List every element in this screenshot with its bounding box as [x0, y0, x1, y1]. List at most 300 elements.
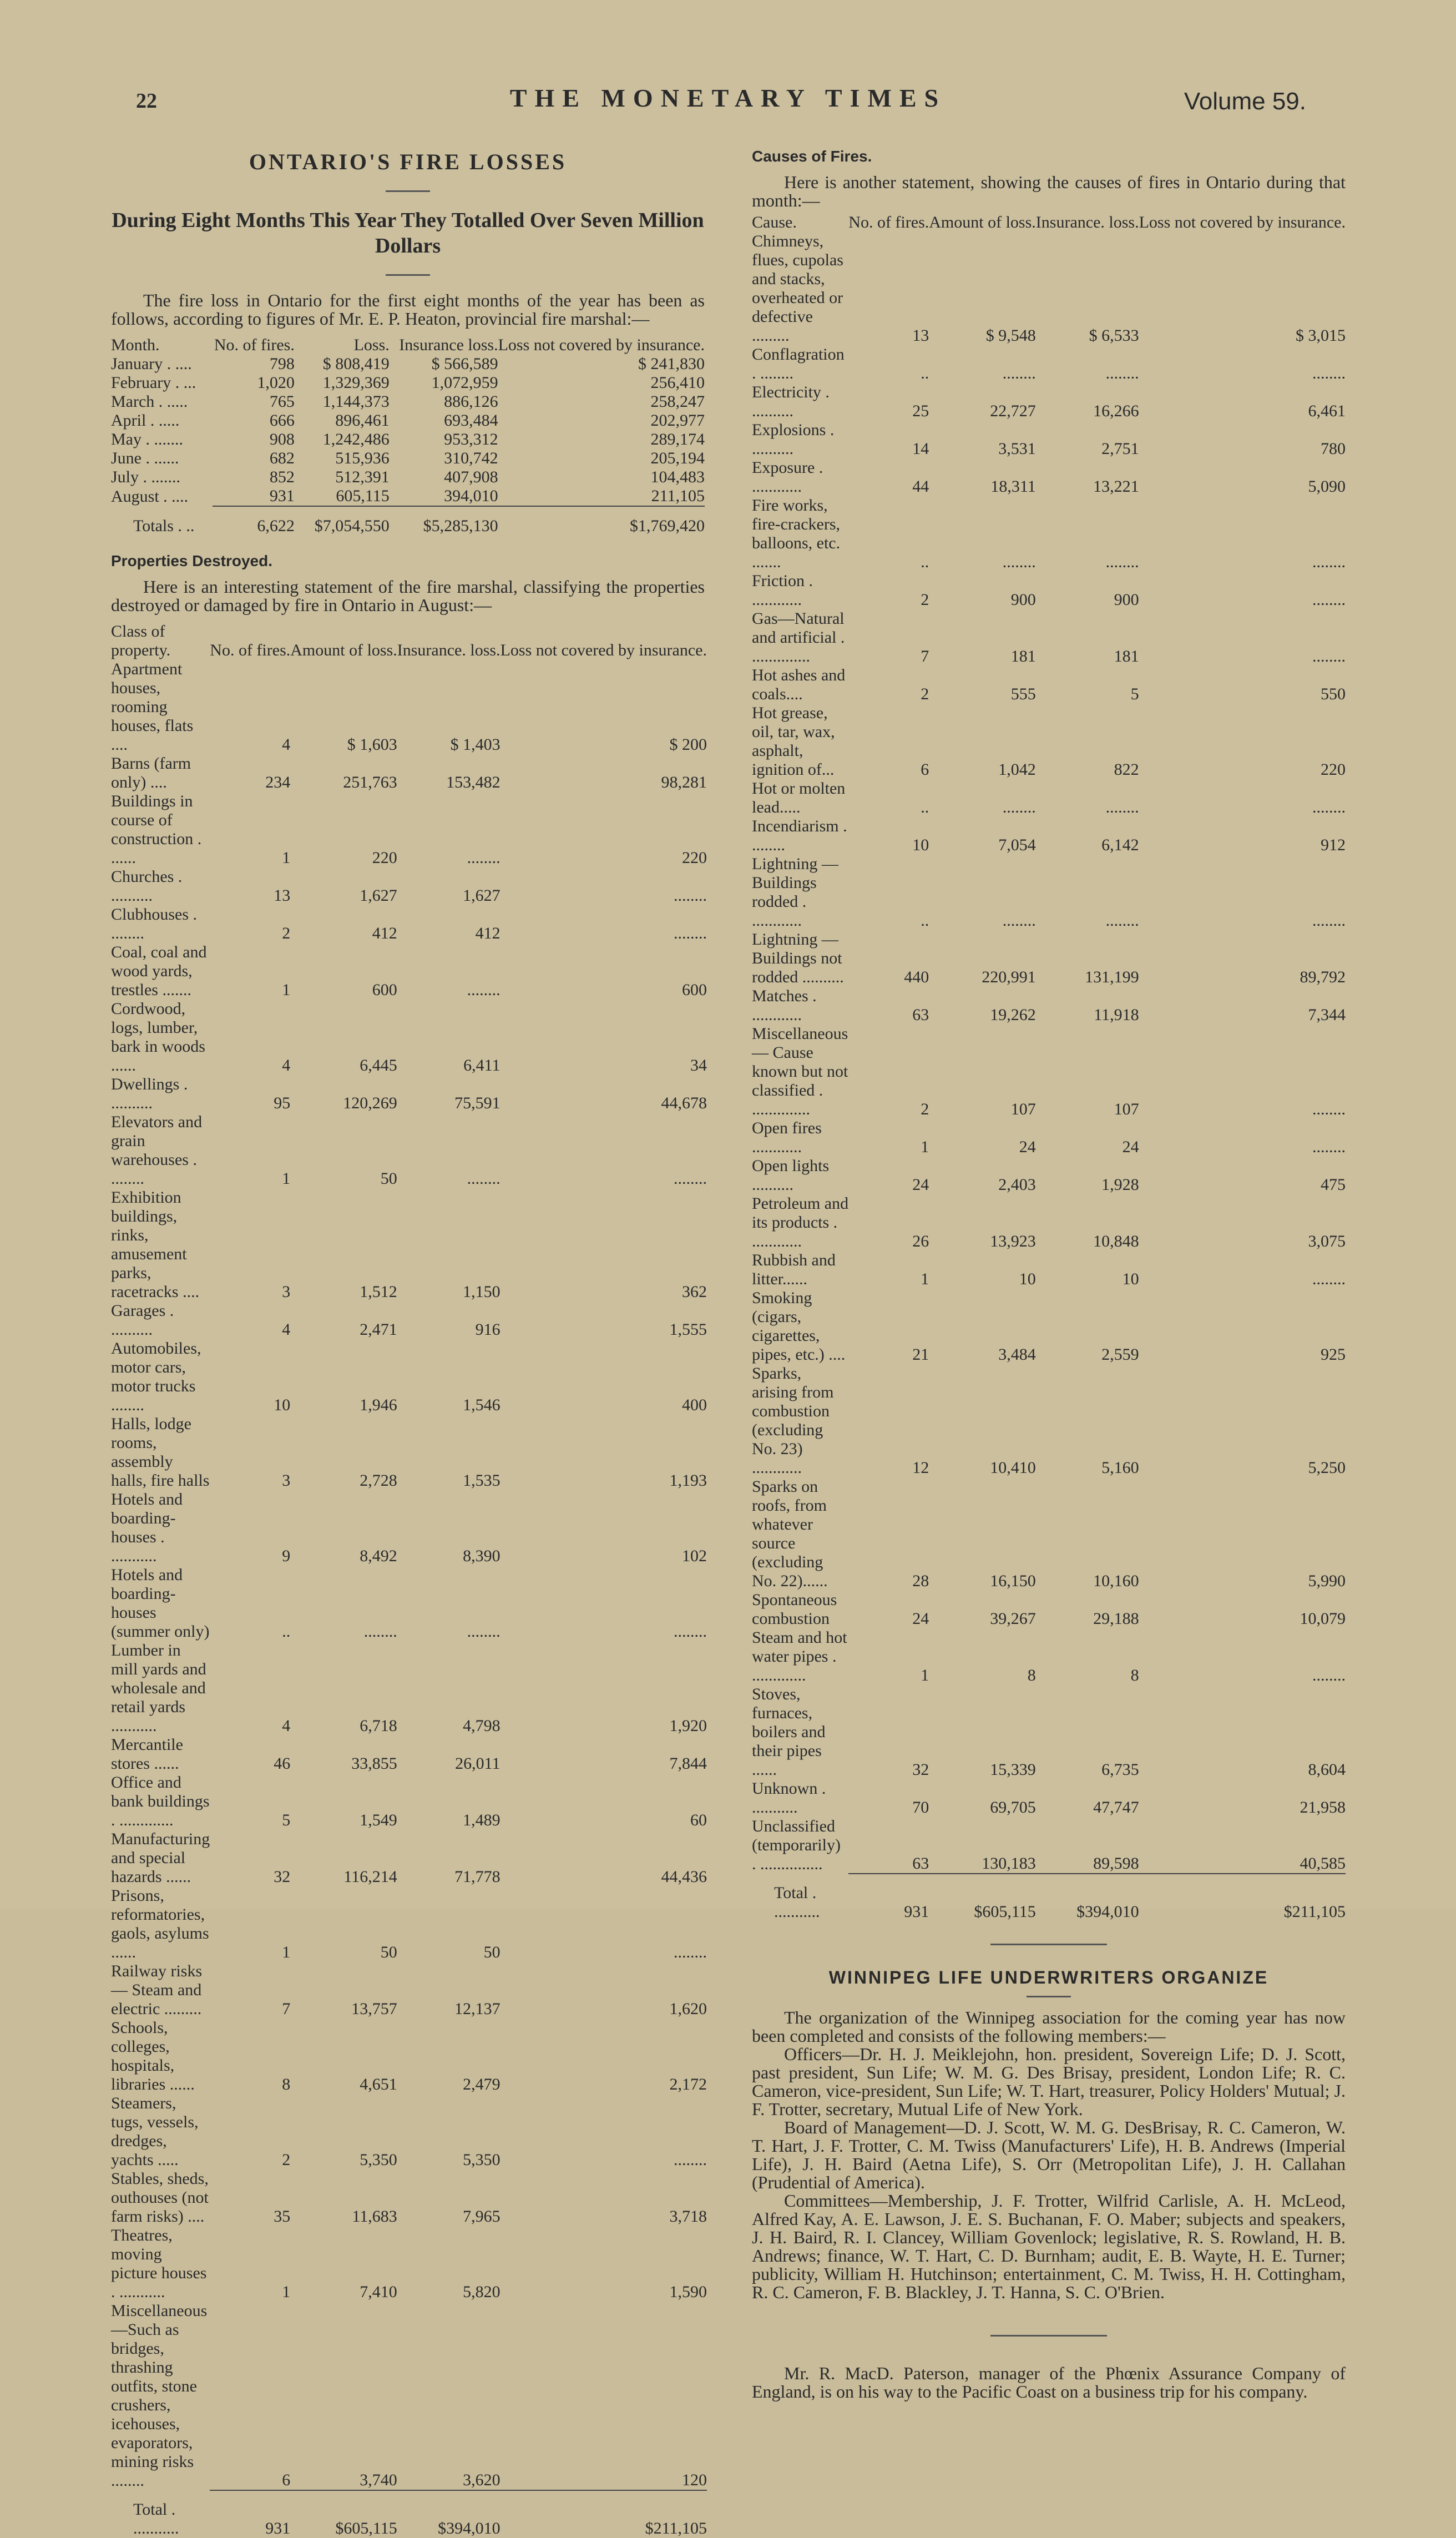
- table-row: [752, 1025, 1346, 1119]
- row-value: $ 6,533: [1089, 326, 1139, 345]
- row-label: Railway risks — Steam and electric .........: [111, 1962, 203, 2018]
- row-value: ........: [673, 2151, 707, 2169]
- row-value: ........: [1002, 364, 1036, 382]
- table-row: [111, 411, 705, 430]
- row-value: 3,740: [290, 2302, 397, 2490]
- row-value: 14: [912, 440, 929, 458]
- row-value: ........: [1312, 1100, 1346, 1118]
- row-value: 46: [274, 1754, 291, 1773]
- row-value: ........: [467, 1622, 501, 1641]
- row-value: ........: [673, 1622, 707, 1641]
- row-value: 63: [848, 1817, 929, 1874]
- row-value: 310,742: [444, 449, 498, 467]
- table-row: [111, 792, 707, 867]
- col-header: Class of property.: [111, 622, 171, 659]
- row-label: Hotels and boarding-houses (summer only): [111, 1566, 210, 1641]
- row-value: 2: [282, 924, 291, 942]
- row-value: 251,763: [343, 773, 397, 791]
- row-value: 1: [282, 2283, 291, 2301]
- table-row: [111, 1773, 707, 1830]
- row-value: 407,908: [444, 468, 498, 486]
- row-value: 896,461: [335, 411, 390, 430]
- row-value: ........: [1105, 798, 1139, 816]
- row-value: 693,484: [444, 411, 498, 430]
- table-row: [752, 1628, 1346, 1685]
- row-value: 33,855: [351, 1754, 397, 1773]
- row-value: 412: [372, 924, 397, 942]
- row-value: 28: [912, 1572, 929, 1590]
- row-label: Stables, sheds, outhouses (not farm risks) ....: [111, 2169, 209, 2226]
- row-label: Churches . ..........: [111, 867, 183, 905]
- row-value: 1,549: [360, 1811, 397, 1829]
- row-value: 682: [269, 449, 295, 467]
- row-value: 10,079: [1300, 1609, 1346, 1628]
- row-value: 1,020: [257, 374, 295, 392]
- row-label: Friction . ............: [752, 572, 813, 609]
- table-row: [111, 1490, 707, 1566]
- winnipeg-board: Board of Management—D. J. Scott, W. M. G. DesBrisay, R. C. Cameron, W. T. Hart, J. F. Trotter, C. M. Twiss (Manufacturers' Life), H. B. Andrews (Imperial Life), J. H. Baird (Aetna Life), S. Orr (Metropolitan Life), J. H. Callahan (Prudential of America).: [752, 2117, 1346, 2192]
- table-row: [111, 2094, 707, 2169]
- row-value: ........: [1105, 553, 1139, 571]
- winnipeg-committees: Committees—Membership, J. F. Trotter, Wilfrid Carlisle, A. H. McLeod, Alfred Kay, A. E. Lawson, J. E. S. Buchanan, F. O. Maber; subjects and speakers, J. H. Baird, R. I. Clancey, William Govenlock; legislative, R. S. Rowland, H. B. Andrews; finance, W. T. Hart, C. D. Burnham; audit, E. B. Wayte, H. E. Turner; publicity, William H. Hutchinson; entertainment, C. M. Twiss, H. H. Cottingham, R. C. Cameron, F. B. Blackley, J. T. Hanna, S. C. O'Brien.: [752, 2191, 1346, 2302]
- journal-title: THE MONETARY TIMES: [509, 84, 947, 112]
- row-label: Exhibition buildings, rinks, amusement parks, racetracks ....: [111, 1188, 200, 1301]
- page-number: 22: [136, 89, 157, 113]
- table-row: [752, 345, 1346, 383]
- table-row: [111, 943, 707, 1000]
- row-value: 10,160: [1093, 1572, 1139, 1590]
- row-value: 3,484: [998, 1345, 1036, 1364]
- right-column: [752, 144, 1346, 2401]
- row-label: Exposure . ............: [752, 458, 823, 496]
- row-value: ........: [1312, 1270, 1346, 1288]
- article-subtitle: During Eight Months This Year They Totalled Over Seven Million Dollars: [112, 209, 704, 258]
- row-value: 5,990: [1308, 1572, 1346, 1590]
- row-value: 24: [912, 1175, 929, 1194]
- article-title: ONTARIO'S FIRE LOSSES: [249, 149, 567, 174]
- row-value: 1: [282, 981, 291, 999]
- row-value: 1,144,373: [322, 392, 390, 411]
- row-value: 7,844: [669, 1754, 707, 1773]
- row-value: 16,266: [1093, 402, 1139, 420]
- row-value: 1,535: [463, 1471, 501, 1490]
- table-row: [111, 754, 707, 792]
- row-value: 475: [1321, 1175, 1346, 1194]
- row-value: 1: [921, 1270, 929, 1288]
- row-value: 130,183: [929, 1817, 1036, 1874]
- table-row: [752, 1591, 1346, 1628]
- row-value: 10: [1122, 1270, 1139, 1288]
- row-value: 60: [690, 1811, 707, 1829]
- row-value: ........: [1105, 364, 1139, 382]
- row-value: ........: [673, 924, 707, 942]
- row-value: 1,072,959: [431, 374, 498, 392]
- table-row: [111, 1000, 707, 1075]
- row-value: 89,598: [1036, 1817, 1139, 1874]
- row-value: ........: [467, 1169, 501, 1188]
- table-row: [752, 1119, 1346, 1157]
- row-value: 13,923: [990, 1232, 1036, 1250]
- table-row: [111, 1830, 707, 1886]
- table-row: [752, 1194, 1346, 1251]
- row-value: 18,311: [990, 477, 1036, 496]
- table-row: [752, 779, 1346, 817]
- row-value: 2,403: [998, 1175, 1036, 1194]
- row-label: Explosions . ..........: [752, 421, 835, 458]
- row-value: 1,546: [463, 1396, 501, 1414]
- row-value: 1,329,369: [322, 374, 390, 392]
- row-value: 666: [269, 411, 295, 430]
- col-header: Loss not covered by insurance.: [500, 641, 707, 659]
- row-value: 4,651: [360, 2075, 397, 2093]
- row-value: 555: [1010, 685, 1036, 703]
- col-header: No. of fires.: [214, 336, 295, 354]
- table-row: [752, 1364, 1346, 1477]
- row-value: 1,242,486: [322, 430, 390, 448]
- row-label: Gas—Natural and artificial . ..............: [752, 609, 845, 665]
- total-row: [111, 2490, 707, 2538]
- row-value: 1,193: [669, 1471, 707, 1490]
- row-value: 5: [1130, 685, 1139, 703]
- total-value: 931: [265, 2519, 291, 2537]
- row-value: 21: [912, 1345, 929, 1364]
- row-label: Lightning — Buildings rodded . ............: [752, 855, 838, 930]
- table-row: [752, 666, 1346, 704]
- row-value: 50: [380, 1943, 397, 1961]
- causes-intro: Here is another statement, showing the causes of fires in Ontario during that month:—: [752, 172, 1346, 210]
- row-value: 1: [282, 1169, 291, 1188]
- row-value: 6: [921, 760, 929, 779]
- row-value: 50: [380, 1169, 397, 1188]
- row-value: 13,757: [351, 2000, 397, 2018]
- row-label: April . .....: [111, 411, 180, 430]
- row-value: 2: [921, 1100, 929, 1118]
- row-value: 24: [912, 1609, 929, 1628]
- row-label: Sparks, arising from combustion (excluding No. 23) ............: [752, 1364, 834, 1477]
- row-value: 900: [1114, 591, 1139, 609]
- row-value: 2,172: [669, 2075, 707, 2093]
- row-value: 1,590: [669, 2283, 707, 2301]
- table-row: [752, 1477, 1346, 1591]
- row-value: 70: [912, 1798, 929, 1817]
- row-value: ........: [1312, 364, 1346, 382]
- col-header: Cause.: [752, 213, 797, 231]
- table-row: [111, 355, 705, 374]
- row-label: Open fires ............: [752, 1119, 822, 1156]
- row-value: 4,798: [463, 1717, 501, 1735]
- row-value: 550: [1321, 685, 1346, 703]
- table-row: [752, 1251, 1346, 1289]
- table-row: [752, 496, 1346, 572]
- row-value: 7,410: [360, 2283, 397, 2301]
- total-value: $394,010: [1076, 1903, 1139, 1921]
- row-label: May . .......: [111, 430, 183, 448]
- row-label: Office and bank buildings . .............: [111, 1773, 210, 1829]
- row-value: 5,090: [1308, 477, 1346, 496]
- row-value: 107: [1114, 1100, 1139, 1118]
- table-row: [111, 2169, 707, 2226]
- row-value: 1,946: [360, 1396, 397, 1414]
- row-value: 515,936: [335, 449, 390, 467]
- row-value: ..: [921, 911, 929, 930]
- row-value: ........: [1002, 798, 1036, 816]
- row-value: 798: [269, 355, 295, 373]
- total-row: [111, 506, 705, 536]
- row-value: ........: [467, 849, 501, 867]
- row-value: 1,627: [360, 886, 397, 905]
- divider: [1027, 1996, 1071, 1997]
- row-value: 4: [282, 1320, 291, 1339]
- row-label: Lightning — Buildings not rodded ..........: [752, 930, 844, 986]
- row-label: Spontaneous combustion: [752, 1591, 837, 1628]
- col-header: Amount of loss.: [929, 213, 1036, 231]
- row-value: 89,792: [1300, 968, 1346, 986]
- row-label: Elevators and grain warehouses . ........: [111, 1113, 203, 1188]
- row-value: 7,344: [1308, 1006, 1346, 1024]
- table-row: [111, 1641, 707, 1735]
- row-value: 25: [912, 402, 929, 420]
- row-value: 8: [1027, 1666, 1036, 1684]
- table-row: [111, 1339, 707, 1415]
- row-value: 852: [269, 468, 295, 486]
- row-value: ........: [1312, 911, 1346, 930]
- row-value: 69,705: [990, 1798, 1036, 1817]
- table-row: [111, 392, 705, 411]
- row-value: 1: [282, 1943, 291, 1961]
- col-header: No. of fires.: [848, 213, 929, 231]
- divider: [990, 2335, 1107, 2337]
- row-value: 916: [475, 1320, 501, 1339]
- row-value: 2: [921, 685, 929, 703]
- row-label: February . ...: [111, 374, 196, 392]
- row-label: Hot ashes and coals....: [752, 666, 846, 703]
- row-value: ........: [1312, 553, 1346, 571]
- row-label: Buildings in course of construction . ......: [111, 792, 202, 867]
- row-value: 181: [1114, 647, 1139, 665]
- table-row: [111, 867, 707, 905]
- row-value: 2: [921, 591, 929, 609]
- table-row: [111, 1962, 707, 2019]
- row-value: 8: [1130, 1666, 1139, 1684]
- row-label: Stoves, furnaces, boilers and their pipes ......: [752, 1685, 826, 1779]
- left-column: [111, 139, 705, 2538]
- row-value: 63: [912, 1006, 929, 1024]
- causes-table: [752, 213, 1346, 1921]
- intro-paragraph: The fire loss in Ontario for the first eight months of the year has been as follows, according to figures of Mr. E. P. Heaton, provincial fire marshal:—: [111, 290, 705, 329]
- row-label: Chimneys, flues, cupolas and stacks, overheated or defective .........: [752, 232, 843, 345]
- row-value: 116,214: [343, 1868, 397, 1886]
- table-row: [111, 1113, 707, 1188]
- row-label: Conflagration . ........: [752, 345, 845, 382]
- table-row: [111, 905, 707, 943]
- row-label: Steamers, tugs, vessels, dredges, yachts .....: [111, 2094, 199, 2169]
- monthly-loss-table: [111, 336, 705, 536]
- row-value: 8,604: [1308, 1760, 1346, 1779]
- col-header: Insurance. loss.: [397, 641, 501, 659]
- row-label: Halls, lodge rooms, assembly halls, fire halls: [111, 1415, 210, 1490]
- row-label: March . .....: [111, 392, 188, 411]
- total-value: $1,769,420: [630, 517, 705, 535]
- row-value: 11,683: [352, 2207, 397, 2226]
- row-label: Prisons, reformatories, gaols, asylums ......: [111, 1886, 209, 1961]
- row-label: Schools, colleges, hospitals, libraries ......: [111, 2019, 195, 2093]
- row-value: $ 1,603: [347, 735, 397, 754]
- row-value: 2,559: [1101, 1345, 1139, 1364]
- table-row: [752, 1779, 1346, 1817]
- row-value: 412: [475, 924, 501, 942]
- total-label: Total . ...........: [774, 1884, 820, 1921]
- table-row: [752, 609, 1346, 666]
- row-value: 10: [274, 1396, 291, 1414]
- row-value: 8: [282, 2075, 291, 2093]
- divider: [990, 1944, 1107, 1945]
- table-row: [111, 1566, 707, 1641]
- row-value: ........: [1312, 591, 1346, 609]
- row-value: 205,194: [650, 449, 705, 467]
- row-value: 1,555: [669, 1320, 707, 1339]
- row-value: ........: [1002, 553, 1036, 571]
- table-row: [111, 1415, 707, 1490]
- row-value: 71,778: [454, 1868, 501, 1886]
- table-row: [111, 1886, 707, 1962]
- row-value: 40,585: [1139, 1817, 1346, 1874]
- row-value: 220: [1321, 760, 1346, 779]
- row-label: Smoking (cigars, cigarettes, pipes, etc.) ....: [752, 1289, 846, 1364]
- row-value: 1,042: [998, 760, 1036, 779]
- row-value: 5: [282, 1811, 291, 1829]
- row-value: 1,489: [463, 1811, 501, 1829]
- col-header: Loss.: [353, 336, 390, 354]
- row-value: 5,160: [1101, 1459, 1139, 1477]
- total-value: $211,105: [1283, 1903, 1346, 1921]
- col-header: No. of fires.: [210, 641, 291, 659]
- row-value: 3: [282, 1471, 291, 1490]
- table-row: [752, 572, 1346, 609]
- table-row: [752, 1289, 1346, 1364]
- row-value: 107: [1010, 1100, 1036, 1118]
- row-value: 5,350: [463, 2151, 501, 2169]
- row-value: 7,054: [998, 836, 1036, 854]
- row-value: ........: [1312, 1138, 1346, 1156]
- row-label: Hot or molten lead.....: [752, 779, 846, 816]
- row-value: 512,391: [335, 468, 390, 486]
- row-value: 912: [1321, 836, 1346, 854]
- row-value: 26: [912, 1232, 929, 1250]
- row-value: 34: [690, 1056, 707, 1074]
- winnipeg-officers: Officers—Dr. H. J. Meiklejohn, hon. president, Sovereign Life; D. J. Scott, past president, Sun Life; W. M. G. Des Brisay, president, London Life; R. C. Cameron, vice-president, Sun Life; W. T. Hart, treasurer, Policy Holders' Mutual; J. F. Trotter, secretary, Mutual Life of New York.: [752, 2044, 1346, 2119]
- row-value: 256,410: [650, 374, 705, 392]
- row-value: 3: [282, 1283, 291, 1301]
- row-value: 953,312: [444, 430, 498, 448]
- row-value: 10,410: [990, 1459, 1036, 1477]
- row-label: Coal, coal and wood yards, trestles .......: [111, 943, 207, 999]
- row-value: 1: [282, 849, 291, 867]
- table-row: [111, 430, 705, 449]
- divider: [386, 190, 430, 192]
- table-row: [111, 1735, 707, 1773]
- table-row: [111, 1075, 707, 1113]
- row-value: 21,958: [1300, 1798, 1346, 1817]
- row-value: 95: [274, 1094, 291, 1112]
- row-value: 440: [904, 968, 929, 986]
- row-value: 1,150: [463, 1283, 501, 1301]
- col-header: Insurance. loss.: [1035, 213, 1139, 231]
- row-value: 400: [681, 1396, 707, 1414]
- row-value: 2: [282, 2151, 291, 2169]
- properties-table: [111, 622, 707, 2538]
- total-value: $605,115: [974, 1903, 1036, 1921]
- row-value: ..: [921, 798, 929, 816]
- row-label: Apartment houses, rooming houses, flats ....: [111, 660, 194, 754]
- total-row: [752, 1874, 1346, 1921]
- row-value: 153,482: [446, 773, 501, 791]
- row-value: 6: [210, 2302, 290, 2490]
- row-label: Barns (farm only) ....: [111, 754, 191, 791]
- row-value: 12,137: [454, 2000, 501, 2018]
- table-row: [752, 930, 1346, 987]
- causes-heading: Causes of Fires.: [752, 148, 872, 165]
- row-value: ........: [673, 1169, 707, 1188]
- table-row: [111, 2019, 707, 2094]
- row-value: ........: [1312, 647, 1346, 665]
- row-value: ..: [921, 364, 929, 382]
- row-value: ........: [467, 981, 501, 999]
- row-value: 44: [912, 477, 929, 496]
- row-label: Rubbish and litter......: [752, 1251, 836, 1288]
- row-value: 220: [372, 849, 397, 867]
- row-value: 2,471: [360, 1320, 397, 1339]
- table-row: [752, 1157, 1346, 1194]
- col-header: Amount of loss.: [290, 641, 397, 659]
- row-value: 181: [1010, 647, 1036, 665]
- row-label: June . ......: [111, 449, 179, 467]
- row-value: 98,281: [661, 773, 707, 791]
- row-value: 211,105: [498, 487, 705, 506]
- row-value: 289,174: [650, 430, 705, 448]
- row-label: Matches . ............: [752, 987, 817, 1024]
- row-value: 19,262: [990, 1006, 1036, 1024]
- row-value: 8,492: [360, 1547, 397, 1565]
- total-value: 6,622: [257, 517, 295, 535]
- table-row: [111, 374, 705, 392]
- table-row: [752, 704, 1346, 779]
- row-value: ........: [673, 1943, 707, 1961]
- total-value: $7,054,550: [314, 517, 390, 535]
- winnipeg-paragraph: The organization of the Winnipeg association for the coming year has now been completed and consists of the following members:—: [752, 2007, 1346, 2046]
- row-value: 6,718: [360, 1717, 397, 1735]
- row-value: ..: [282, 1622, 291, 1641]
- row-value: 900: [1010, 591, 1036, 609]
- row-value: 780: [1321, 440, 1346, 458]
- row-value: 5,350: [360, 2151, 397, 2169]
- row-label: August . ....: [111, 487, 189, 506]
- row-label: Clubhouses . ........: [111, 905, 198, 942]
- row-value: 220,991: [982, 968, 1036, 986]
- table-row: [111, 660, 707, 754]
- divider: [386, 274, 430, 276]
- row-value: $ 3,015: [1296, 326, 1346, 345]
- row-value: 50: [483, 1943, 501, 1961]
- row-value: 13: [912, 326, 929, 345]
- row-value: 9: [282, 1547, 291, 1565]
- row-value: 600: [681, 981, 707, 999]
- row-value: 26,011: [455, 1754, 501, 1773]
- row-value: 6,411: [463, 1056, 501, 1074]
- total-value: $211,105: [645, 2519, 707, 2537]
- total-value: 931: [904, 1903, 929, 1921]
- row-value: 6,445: [360, 1056, 397, 1074]
- row-label: Hotels and boarding-houses . ...........: [111, 1490, 183, 1565]
